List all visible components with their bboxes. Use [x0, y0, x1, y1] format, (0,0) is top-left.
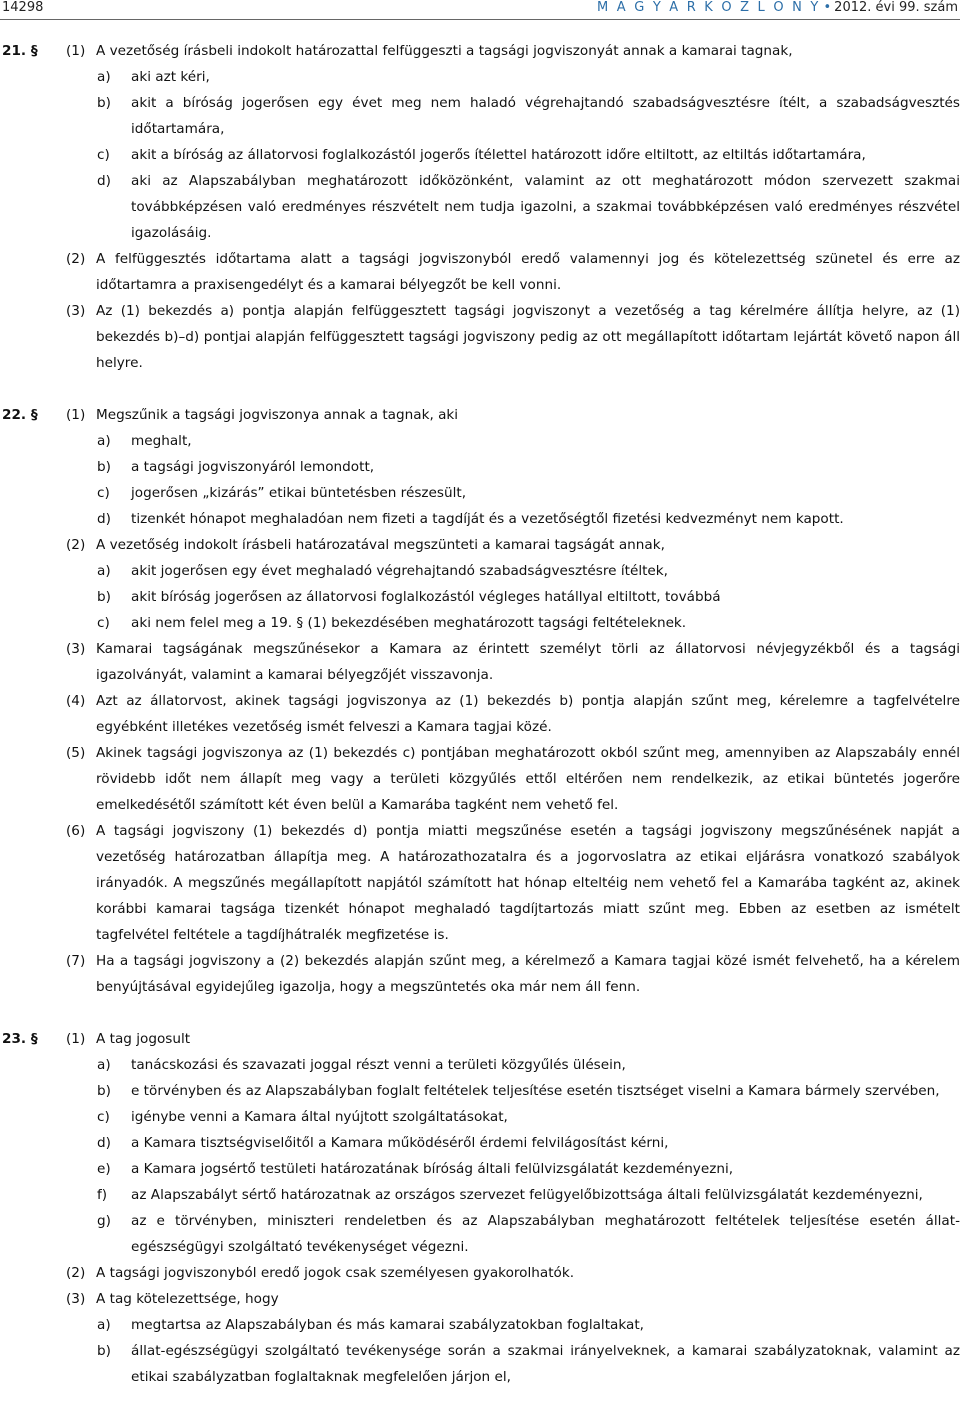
list-item [0, 1052, 960, 1078]
list-item-text: akit a bíróság jogerősen egy évet meg nem haladó végrehajtandó szabadságvesztésre ítélt, a szabadságvesztés időtartamára, [131, 95, 960, 137]
issue-label: 2012. évi 99. szám [834, 0, 958, 15]
list-item [0, 1182, 960, 1208]
list-item-text: állat-egészségügyi szolgáltató tevékenysége során a szakmai irányelveknek, a kamarai szabályzatoknak, valamint az etikai szabályzatban foglaltaknak megfelelően járjon el, [131, 1343, 960, 1385]
list-item [0, 142, 960, 168]
list-item-label: d) [97, 1135, 111, 1151]
list-item-text: tanácskozási és szavazati joggal részt venni a területi közgyűlés ülésein, [131, 1057, 626, 1073]
paragraph-number: (3) [66, 1291, 86, 1307]
list-item [0, 64, 960, 90]
list-item-label: b) [97, 459, 111, 475]
list-item-text: akit a bíróság az állatorvosi foglalkozástól jogerős ítélettel határozott időre eltiltott, az eltiltás időtartamára, [131, 147, 866, 163]
paragraph [0, 402, 960, 428]
paragraph-text: A tagsági jogviszonyból eredő jogok csak személyesen gyakorolhatók. [96, 1265, 575, 1281]
paragraph-text: Az (1) bekezdés a) pontja alapján felfüggesztett tagsági jogviszonyt a vezetőség a tag kérelmére állítja helyre, az (1) bekezdés b)–d) pontjai alapján felfüggesztett tagsági jogviszony pedig az ott megállapított időtartam lejártát követő napon áll helyre. [96, 303, 960, 371]
list-item-label: a) [97, 69, 111, 85]
list-item-text: akit jogerősen egy évet meghaladó végrehajtandó szabadságvesztésre ítéltek, [131, 563, 668, 579]
list-item-label: e) [97, 1161, 111, 1177]
paragraph [0, 818, 960, 948]
section-number: 21. § [2, 43, 38, 59]
paragraph [0, 38, 960, 64]
list-item [0, 1130, 960, 1156]
paragraph [0, 636, 960, 688]
paragraph-number: (4) [66, 693, 86, 709]
list-item-label: c) [97, 485, 110, 501]
list-item [0, 1104, 960, 1130]
paragraph [0, 246, 960, 298]
list-item-text: aki nem felel meg a 19. § (1) bekezdésében meghatározott tagsági feltételeknek. [131, 615, 687, 631]
list-item-label: g) [97, 1213, 111, 1229]
section [0, 38, 960, 376]
list-item-label: c) [97, 615, 110, 631]
section-number: 22. § [2, 407, 38, 423]
paragraph-text: Ha a tagsági jogviszony a (2) bekezdés alapján szűnt meg, a kérelmező a Kamara tagjai közé ismét felvehető, ha a kérelem benyújtásával egyidejűleg igazolja, hogy a megszüntetés oka már nem áll fenn. [96, 953, 960, 995]
paragraph-number: (7) [66, 953, 86, 969]
bullet-separator: • [823, 0, 832, 15]
paragraph-text: Kamarai tagságának megszűnésekor a Kamara az érintett személyt törli az állatorvosi névjegyzékből és a tagsági igazolványát, valamint a kamarai bélyegzőjét visszavonja. [96, 641, 960, 683]
publication-info [597, 0, 958, 15]
list-item-label: a) [97, 563, 111, 579]
list-item [0, 1208, 960, 1260]
page-header [0, 0, 960, 22]
paragraph [0, 298, 960, 376]
list-item-label: b) [97, 1083, 111, 1099]
paragraph [0, 948, 960, 1000]
list-item-text: igénybe venni a Kamara által nyújtott szolgáltatásokat, [131, 1109, 508, 1125]
paragraph-text: Akinek tagsági jogviszonya az (1) bekezdés c) pontjában meghatározott okból szűnt meg, amennyiben az Alapszabály ennél rövidebb időt nem állapít meg vagy a területi közgyűlés ettől eltérően nem rendelkezik, az etikai büntetés jogerőre emelkedésétől számított két éven belül a Kamarába tagként nem vehető fel. [96, 745, 960, 813]
list-item-text: jogerősen „kizárás” etikai büntetésben részesült, [131, 485, 467, 501]
list-item-label: d) [97, 511, 111, 527]
list-item-text: az e törvényben, miniszteri rendeletben és az Alapszabályban meghatározott feltételek teljesítése esetén állat-egészségügyi szolgáltató tevékenységet végezni. [131, 1213, 960, 1255]
list-item [0, 428, 960, 454]
paragraph-number: (2) [66, 1265, 86, 1281]
section [0, 402, 960, 1000]
paragraph-number: (2) [66, 251, 86, 267]
paragraph-text: A tag kötelezettsége, hogy [96, 1291, 279, 1307]
list-item [0, 1338, 960, 1390]
list-item-text: e törvényben és az Alapszabályban foglalt feltételek teljesítése esetén tisztséget viselni a Kamara bármely szervében, [131, 1083, 940, 1099]
section [0, 1026, 960, 1390]
paragraph-number: (3) [66, 303, 86, 319]
list-item-text: a tagsági jogviszonyáról lemondott, [131, 459, 375, 475]
paragraph-text: A vezetőség írásbeli indokolt határozattal felfüggeszti a tagsági jogviszonyát annak a kamarai tagnak, [96, 43, 793, 59]
list-item-label: a) [97, 433, 111, 449]
list-item-label: d) [97, 173, 111, 189]
paragraph [0, 1026, 960, 1052]
paragraph-text: A tag jogosult [96, 1031, 191, 1047]
list-item [0, 558, 960, 584]
list-item [0, 1312, 960, 1338]
paragraph-text: A tagsági jogviszony (1) bekezdés d) pontja miatti megszűnése esetén a tagsági jogviszony megszűnésének napját a vezetőség határozatban állapítja meg. A határozathozatalra és a jogorvoslatra az etikai eljárásra vonatkozó szabályok irányadók. A megszűnés megállapított napjától számított hat hónap elteltéig nem vehető fel a Kamarába tagként az, akinek korábbi kamarai tagsága tizenkét hónapot meghaladó tagdíjtartozás miatt szűnt meg. Ebben az esetben az ismételt tagfelvétel feltétele a tagdíjhátralék megfizetése is. [96, 823, 960, 943]
paragraph-text: Megszűnik a tagsági jogviszonya annak a tagnak, aki [96, 407, 459, 423]
list-item [0, 480, 960, 506]
paragraph-number: (1) [66, 1031, 86, 1047]
list-item [0, 1078, 960, 1104]
paragraph-number: (3) [66, 641, 86, 657]
list-item [0, 168, 960, 246]
list-item [0, 454, 960, 480]
list-item-label: b) [97, 95, 111, 111]
list-item-label: c) [97, 147, 110, 163]
list-item-text: aki az Alapszabályban meghatározott időközönként, valamint az ott meghatározott módon szervezett szakmai továbbképzésen való eredményes részvételt nem tudja igazolni, a szakmai továbbképzésen való eredményes részvétel igazolásáig. [131, 173, 960, 241]
paragraph [0, 532, 960, 558]
list-item-text: a Kamara tisztségviselőitől a Kamara működéséről érdemi felvilágosítást kérni, [131, 1135, 669, 1151]
list-item-label: f) [97, 1187, 108, 1203]
paragraph-text: A felfüggesztés időtartama alatt a tagsági jogviszonyból eredő valamennyi jog és kötelezettség szünetel és erre az időtartamra a praxisengedélyt és a kamarai bélyegzőt be kell vonni. [96, 251, 960, 293]
list-item [0, 506, 960, 532]
header-rule [0, 19, 960, 20]
paragraph-text: A vezetőség indokolt írásbeli határozatával megszünteti a kamarai tagságát annak, [96, 537, 665, 553]
list-item-text: aki azt kéri, [131, 69, 210, 85]
publication-name: M A G Y A R K Ö Z L Ö N Y [597, 0, 821, 15]
list-item-text: a Kamara jogsértő testületi határozatának bíróság általi felülvizsgálatát kezdeményezni, [131, 1161, 734, 1177]
list-item [0, 90, 960, 142]
paragraph-text: Azt az állatorvost, akinek tagsági jogviszonya az (1) bekezdés b) pontja alapján szűnt meg, kérelemre a tagfelvételre egyébként illetékes vezetőség ismét felveszi a Kamara tagjai közé. [96, 693, 960, 735]
paragraph-number: (1) [66, 407, 86, 423]
paragraph-number: (1) [66, 43, 86, 59]
page-number: 14298 [2, 0, 44, 15]
list-item-text: az Alapszabályt sértő határozatnak az országos szervezet felügyelőbizottsága általi felülvizsgálatát kezdeményezni, [131, 1187, 923, 1203]
list-item-label: a) [97, 1057, 111, 1073]
document-body [0, 38, 960, 1390]
paragraph-number: (6) [66, 823, 86, 839]
section-number: 23. § [2, 1031, 38, 1047]
paragraph [0, 740, 960, 818]
list-item-label: b) [97, 1343, 111, 1359]
list-item [0, 610, 960, 636]
list-item [0, 584, 960, 610]
list-item-text: megtartsa az Alapszabályban és más kamarai szabályzatokban foglaltakat, [131, 1317, 644, 1333]
paragraph [0, 1260, 960, 1286]
list-item [0, 1156, 960, 1182]
paragraph-number: (5) [66, 745, 86, 761]
paragraph-number: (2) [66, 537, 86, 553]
list-item-text: meghalt, [131, 433, 192, 449]
paragraph [0, 1286, 960, 1312]
paragraph [0, 688, 960, 740]
list-item-label: a) [97, 1317, 111, 1333]
list-item-text: tizenkét hónapot meghaladóan nem fizeti a tagdíját és a vezetőségtől fizetési kedvezményt nem kapott. [131, 511, 844, 527]
list-item-label: b) [97, 589, 111, 605]
list-item-text: akit bíróság jogerősen az állatorvosi foglalkozástól végleges hatállyal eltiltott, továbbá [131, 589, 721, 605]
list-item-label: c) [97, 1109, 110, 1125]
